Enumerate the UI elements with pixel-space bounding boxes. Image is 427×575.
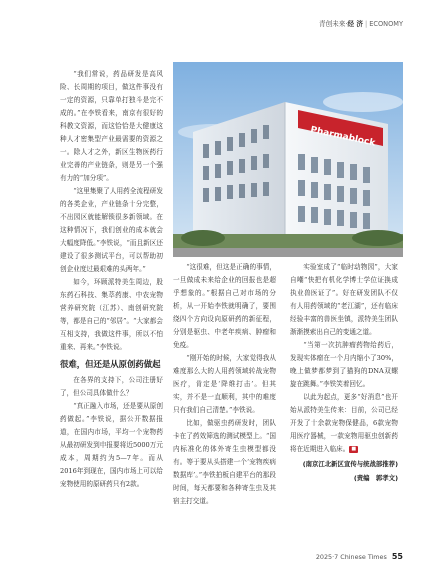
article-column-1: [60, 68, 163, 491]
building-sign-text: Pharmablock: [309, 125, 377, 149]
header-dot: ·: [345, 20, 348, 28]
header-section-main: 经 济: [347, 20, 363, 28]
paragraph-text: 以此为起点，更多“好消息”也开始从派特美生传来：目前，公司已经开发了十余款宠物保健品，6款宠物用医疗器械，一款宠物用驱虫创新药将在近期进入临床。: [290, 393, 398, 453]
paragraph: “这里集聚了人用药全流程研发的各类企业，产业链条十分完整，不出园区就能解锁很多新领域。在这种情况下，我们创业的成本就会大幅度降低。”李铁说，“而且新区还建设了很多测试平台，可以帮助初创企业度过最艰难的头两年。”: [60, 187, 163, 273]
header-divider: |: [364, 20, 368, 28]
paragraph: “刚开始的时候，大家觉得我从难度那么大的人用药领域转战宠物医疗，肯定是‘降维打击’。但其实，并不是一直顺利，其中的难度只有我们自己清楚。”李铁说。: [173, 354, 276, 414]
building-illustration: [173, 62, 403, 257]
paragraph: [290, 391, 398, 456]
article-column-3: [290, 261, 398, 484]
building-photo: [173, 62, 403, 257]
paragraph: “真正融入市场，还是要从原创药做起。”李铁说，据公开数据报道，在国内市场，平均一个宠物药从最初研发到申报要将近5000万元成本，周期约为5—7年。而从2016年到现在，国内市场上可以给宠物使用的原研药只有2款。: [60, 402, 163, 488]
editor-credit: (责编 郭孝文): [353, 474, 398, 482]
paragraph: 在各界的支持下，公司注册好了，但公司具体做什么？: [60, 376, 163, 397]
page-number: 55: [391, 552, 403, 561]
source-credit: (南京江北新区宣传与统战部推荐): [302, 460, 398, 468]
header-section-en: ECONOMY: [369, 20, 403, 28]
footer-issue: 2025·7: [315, 553, 339, 561]
paragraph: “这很难，但这是正确的事情，一旦做成未来给企业的回报也是超乎想象的。”根据自己对市场的分析，从一开始李铁就明确了，要围绕四个方向设向原研药的新征程，分别是驱虫、中老年疾病、肿瘤和免疫。: [173, 263, 276, 349]
section-heading: 很难，但还是从原创药做起: [60, 359, 161, 369]
paragraph: 实验室成了“临时动物园”，大家自嘲“快把有机化学博士学位证换成执业兽医证了”。好在研发团队不仅有人用药领域的“老江湖”，还有临床经验丰富的兽医坐镇，派特美生团队渐渐摸索出自己的变通之道。: [290, 263, 398, 336]
paragraph: 比如，做驱虫药研发时，团队卡在了药效筛选的测试模型上。“国内标准化的体外寄生虫模型都没有。等于要从头搭建一个‘宠物疾病数据库’。”李铁拍板自建平台的那段时间，每天都要和各种寄生虫及其宿主打交道。: [173, 419, 276, 505]
footer-magazine: Chinese Times: [340, 553, 387, 561]
page-header: [319, 18, 403, 30]
paragraph: “我们常说，药品研发是高风险、长周期的项目，做这件事没有一定的资源，只靠单打独斗是完不成的。”在李铁看来，南京有很好的科教文资源，而这恰恰是大健康这种人才密集型产业最需要的资源之一。除人才之外，新区生物医药行业完善的产业链条，则是另一个强有力的“加分项”。: [60, 70, 163, 182]
paragraph: 如今，环顾派特美生周边，股东药石科技、集萃药康、中农宠物营养研究院（江苏）、南创研究院等，都是自己的“邻居”。“大家都会互相支持，我做这件事，所以不怕重来、再来。”李铁说。: [60, 278, 163, 351]
header-section-cn: 青创未来: [318, 20, 346, 28]
page-footer: [316, 552, 403, 561]
end-mark-icon: ■: [351, 446, 357, 452]
article-column-2: [173, 261, 276, 508]
paragraph: “当第一次抗肿瘤药物给药后，发现实体瘤在一个月内缩小了30%，晚上做梦都梦到了猫狗的DNA双螺旋在跳舞。”李铁笑着回忆。: [290, 341, 398, 388]
